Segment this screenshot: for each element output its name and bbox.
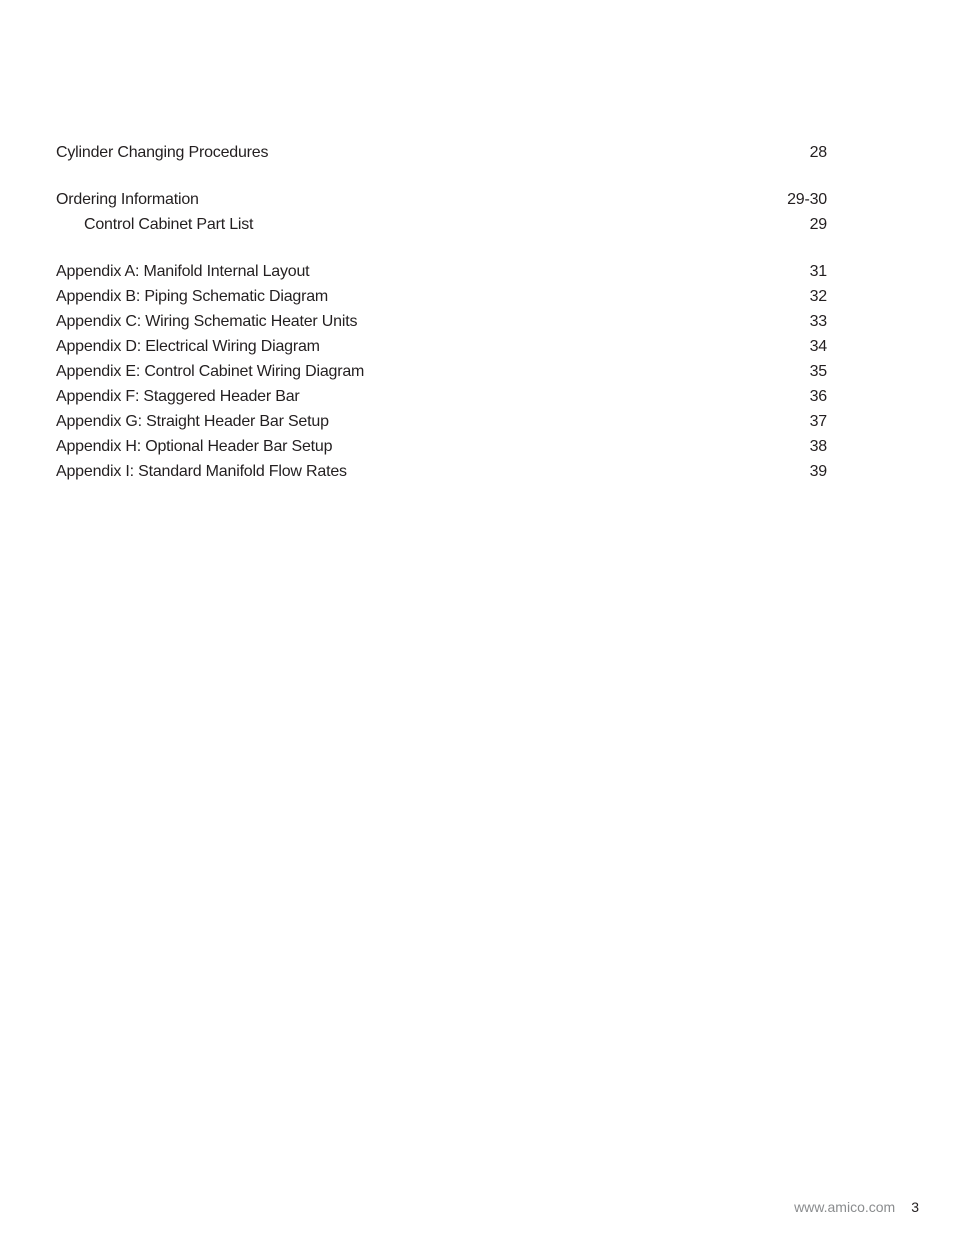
toc-entry-title: Control Cabinet Part List bbox=[84, 216, 254, 233]
toc-entry-title: Ordering Information bbox=[56, 191, 199, 208]
toc-entry-page: 33 bbox=[809, 313, 827, 330]
toc-entry-title: Appendix B: Piping Schematic Diagram bbox=[56, 288, 329, 305]
toc-subentry[interactable] bbox=[56, 212, 827, 237]
toc-entry-page: 28 bbox=[809, 144, 827, 161]
toc-entry[interactable] bbox=[56, 359, 827, 384]
toc-entry-title: Cylinder Changing Procedures bbox=[56, 144, 269, 161]
toc-entry-page: 31 bbox=[809, 263, 827, 280]
toc-entry[interactable] bbox=[56, 459, 827, 484]
toc-entry[interactable] bbox=[56, 434, 827, 459]
toc-entry[interactable] bbox=[56, 187, 827, 212]
toc-entry-page: 38 bbox=[809, 438, 827, 455]
toc-entry-page: 34 bbox=[809, 338, 827, 355]
toc-group-spacer bbox=[56, 165, 827, 187]
toc-entry[interactable] bbox=[56, 309, 827, 334]
footer-url[interactable]: www.amico.com bbox=[794, 1199, 896, 1215]
toc-entry-page: 29 bbox=[809, 216, 827, 233]
toc-entry[interactable] bbox=[56, 140, 827, 165]
toc-entry[interactable] bbox=[56, 384, 827, 409]
toc-entry[interactable] bbox=[56, 334, 827, 359]
toc-entry-page: 36 bbox=[809, 388, 827, 405]
toc-entry-page: 29-30 bbox=[787, 191, 827, 208]
toc-group-spacer bbox=[56, 237, 827, 259]
toc-entry-page: 39 bbox=[809, 463, 827, 480]
toc-entry-title: Appendix E: Control Cabinet Wiring Diagram bbox=[56, 363, 365, 380]
toc-entry-title: Appendix I: Standard Manifold Flow Rates bbox=[56, 463, 347, 480]
toc-entry[interactable] bbox=[56, 409, 827, 434]
table-of-contents bbox=[56, 140, 827, 484]
toc-entry-title: Appendix G: Straight Header Bar Setup bbox=[56, 413, 329, 430]
toc-entry-title: Appendix C: Wiring Schematic Heater Units bbox=[56, 313, 358, 330]
toc-entry-title: Appendix H: Optional Header Bar Setup bbox=[56, 438, 333, 455]
toc-entry-title: Appendix F: Staggered Header Bar bbox=[56, 388, 300, 405]
toc-entry-title: Appendix D: Electrical Wiring Diagram bbox=[56, 338, 320, 355]
toc-entry-page: 32 bbox=[809, 288, 827, 305]
toc-entry-title: Appendix A: Manifold Internal Layout bbox=[56, 263, 310, 280]
toc-entry[interactable] bbox=[56, 284, 827, 309]
toc-entry-page: 37 bbox=[809, 413, 827, 430]
page-footer bbox=[794, 1197, 919, 1217]
toc-entry[interactable] bbox=[56, 259, 827, 284]
footer-page-number: 3 bbox=[911, 1199, 919, 1215]
toc-entry-page: 35 bbox=[809, 363, 827, 380]
